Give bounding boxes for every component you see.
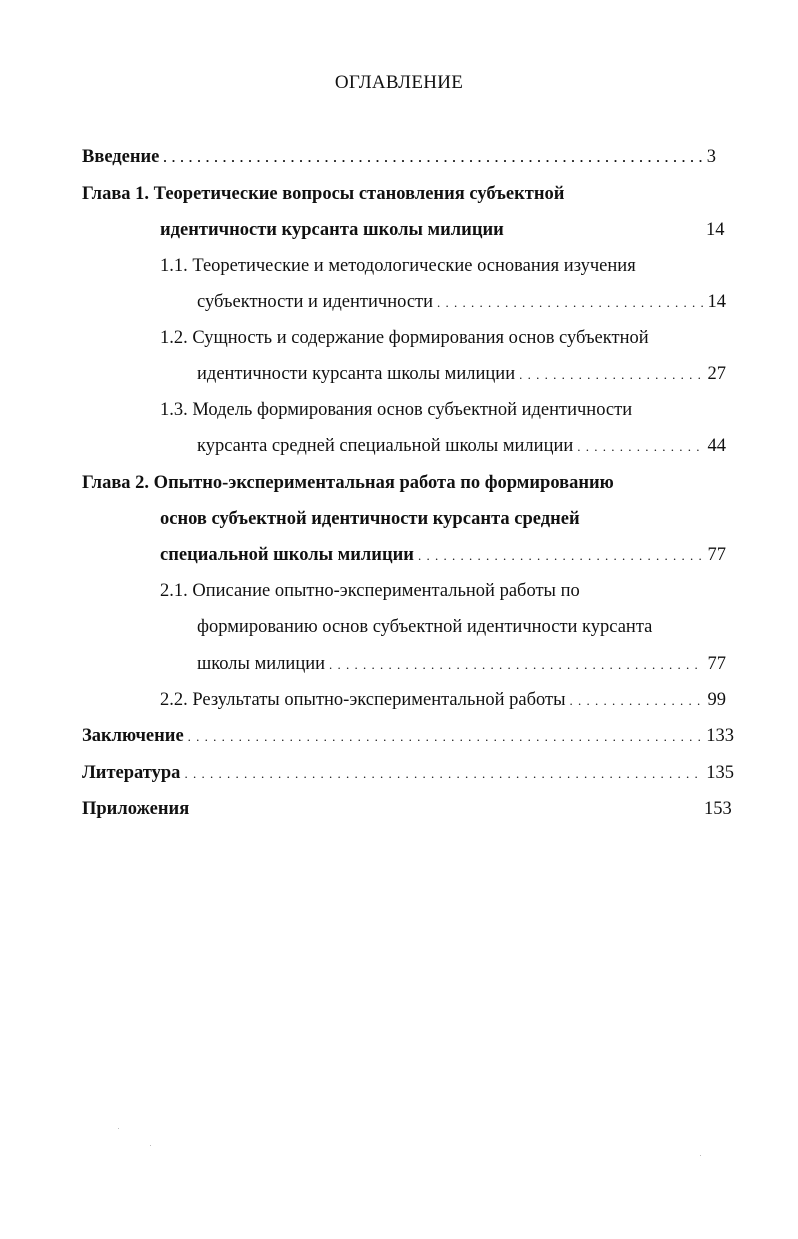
toc-section-2-1-line1[interactable]: 2.1. Описание опытно-экспериментальной работы по <box>160 581 580 601</box>
toc-section-1-1-line1[interactable]: 1.1. Теоретические и методологические основания изучения <box>160 256 636 276</box>
toc-entry-label: идентичности курсанта школы милиции <box>197 364 516 384</box>
scan-speck <box>118 1128 119 1129</box>
toc-entry-page: 77 <box>707 654 726 674</box>
toc-section-1-3-line2[interactable] <box>197 433 726 459</box>
leader-dots <box>163 145 701 171</box>
page-title: ОГЛАВЛЕНИЕ <box>334 72 464 93</box>
toc-chapter2-line1[interactable]: Глава 2. Опытно-экспериментальная работа по формированию <box>82 473 614 493</box>
toc-entry-literature[interactable] <box>82 760 734 786</box>
leader-dots <box>418 543 703 569</box>
leader-dots <box>188 724 702 750</box>
leader-dots <box>570 688 703 714</box>
leader-dots <box>329 652 702 678</box>
toc-entry-page: 14 <box>707 292 726 312</box>
toc-chapter1-line2[interactable]: идентичности курсанта школы милиции <box>160 220 504 240</box>
toc-chapter2-line3[interactable] <box>160 542 726 568</box>
toc-entry-page: 99 <box>707 690 726 710</box>
toc-entry-page: 77 <box>707 545 726 565</box>
toc-section-2-1-line3[interactable] <box>197 651 726 677</box>
scan-speck <box>700 1155 701 1156</box>
toc-section-1-2-line1[interactable]: 1.2. Сущность и содержание формирования основ субъектной <box>160 328 649 348</box>
toc-chapter2-line2[interactable]: основ субъектной идентичности курсанта средней <box>160 509 580 529</box>
toc-entry-page: 44 <box>707 436 726 456</box>
toc-section-2-1-line2[interactable]: формированию основ субъектной идентичности курсанта <box>197 617 653 637</box>
toc-entry-page: 3 <box>706 147 716 167</box>
toc-entry-label: 2.2. Результаты опытно-экспериментальной работы <box>160 690 566 710</box>
leader-dots <box>519 362 702 388</box>
toc-section-1-1-line2[interactable] <box>197 289 726 315</box>
scan-speck <box>150 1145 151 1146</box>
leader-dots <box>577 434 702 460</box>
toc-entry-label: курсанта средней специальной школы милиции <box>197 436 574 456</box>
toc-entry-label: Введение <box>82 147 160 167</box>
toc-section-2-2[interactable] <box>160 687 726 713</box>
toc-appendices-page: 153 <box>704 799 732 819</box>
toc-section-1-3-line1[interactable]: 1.3. Модель формирования основ субъектной идентичности <box>160 400 633 420</box>
toc-entry-label: Заключение <box>82 726 184 746</box>
toc-chapter1-page: 14 <box>706 220 725 240</box>
toc-entry-label: субъектности и идентичности <box>197 292 434 312</box>
toc-entry-conclusion[interactable] <box>82 723 734 749</box>
toc-section-1-2-line2[interactable] <box>197 361 726 387</box>
toc-entry-intro[interactable] <box>82 144 716 170</box>
toc-entry-page: 27 <box>707 364 726 384</box>
leader-dots <box>184 761 701 787</box>
toc-chapter1-line1[interactable]: Глава 1. Теоретические вопросы становления субъектной <box>82 184 565 204</box>
toc-entry-page: 133 <box>706 726 734 746</box>
toc-entry-label: специальной школы милиции <box>160 545 414 565</box>
leader-dots <box>437 290 702 316</box>
toc-entry-appendices[interactable]: Приложения <box>82 799 190 819</box>
toc-entry-label: школы милиции <box>197 654 326 674</box>
toc-entry-page: 135 <box>706 763 734 783</box>
toc-entry-label: Литература <box>82 763 181 783</box>
